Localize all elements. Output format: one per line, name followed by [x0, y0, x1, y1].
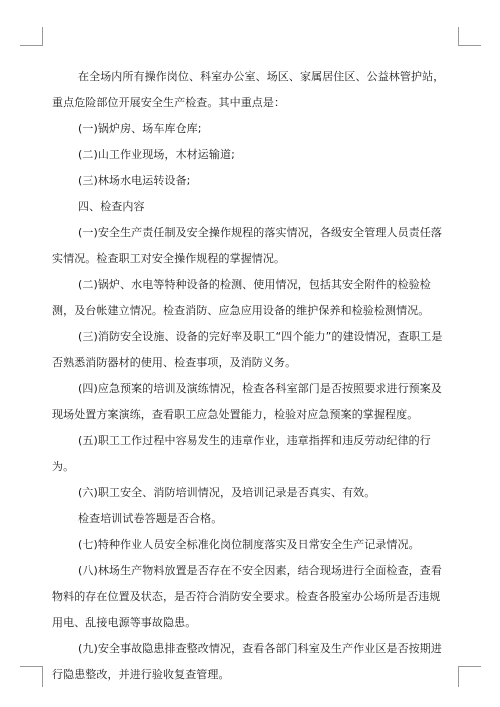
paragraph-check-4: (四)应急预案的培训及演练情况，检查各科室部门是否按照要求进行预案及现场处置方案演练，查看职工应急处置能力，检验对应急预案的掌握程度。	[52, 382, 442, 421]
paragraph-check-8: (八)林场生产物料放置是否存在不安全因素，结合现场进行全面检查，查看物料的存在位置及状态，是否符合消防安全要求。检查各股室办公场所是否违规用电、乱接电源等事故隐患。	[52, 564, 442, 629]
crop-mark-top-right	[458, 27, 481, 46]
paragraph-item-3: (三)林场水电运转设备;	[78, 174, 191, 187]
paragraph-scope: 在全场内所有操作岗位、科室办公室、场区、家属居住区、公益林管护站，重点危险部位开展安全生产检查。其中重点是：	[52, 70, 445, 109]
crop-mark-top-left	[20, 27, 43, 46]
paragraph-check-2: (二)锅炉、水电等特种设备的检测、使用情况，包括其安全附件的检验检测，及台帐建立情况。检查消防、应急应用设备的维护保养和检验检测情况。	[52, 278, 431, 317]
paragraph-check-1: (一)安全生产责任制及安全操作规程的落实情况，各级安全管理人员责任落实情况。检查职工对安全操作规程的掌握情况。	[52, 226, 442, 265]
paragraph-check-7: (七)特种作业人员安全标准化岗位制度落实及日常安全生产记录情况。	[78, 538, 420, 551]
paragraph-check-5: (五)职工工作过程中容易发生的违章作业，违章指挥和违反劳动纪律的行为。	[52, 434, 431, 473]
paragraph-check-3: (三)消防安全设施、设备的完好率及职工“四个能力”的建设情况，查职工是否熟悉消防器材的使用、检查事项，及消防义务。	[52, 330, 443, 369]
paragraph-check-9: (九)安全事故隐患排查整改情况，查看各部门科室及生产作业区是否按期进行隐患整改，并进行验收复查管理。	[52, 642, 442, 681]
document-body	[52, 64, 447, 688]
crop-mark-bottom-right	[458, 666, 481, 687]
section-heading: 四、检查内容	[78, 200, 145, 213]
paragraph-item-1: (一)锅炉房、场车库仓库;	[78, 122, 202, 135]
paragraph-item-2: (二)山工作业现场，木材运输道;	[78, 148, 235, 161]
paragraph-check-6-note: 检查培训试卷答题是否合格。	[78, 512, 223, 525]
paragraph-check-6: (六)职工安全、消防培训情况，及培训记录是否真实、有效。	[78, 486, 376, 499]
crop-mark-bottom-left	[20, 666, 43, 687]
